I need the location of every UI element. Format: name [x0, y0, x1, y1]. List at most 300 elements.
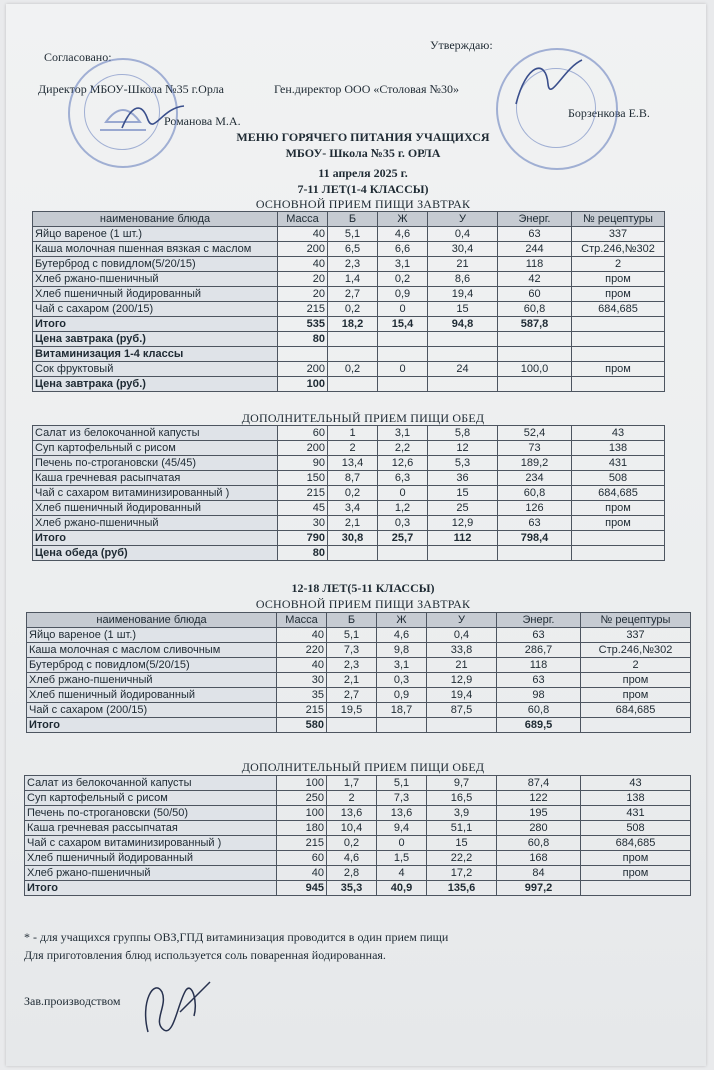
- cell-value: 200: [278, 362, 328, 377]
- dish-name: Хлеб ржано-пшеничный: [27, 673, 277, 688]
- cell-value: 168: [497, 851, 581, 866]
- table-row: [33, 347, 665, 362]
- table-row: [33, 516, 665, 531]
- dish-name: Суп картофельный с рисом: [33, 441, 278, 456]
- cell-value: [278, 347, 328, 362]
- cell-value: 19,4: [427, 688, 497, 703]
- cell-value: 997,2: [497, 881, 581, 896]
- cell-value: 0: [377, 836, 427, 851]
- table-row: [33, 227, 665, 242]
- cell-value: 580: [277, 718, 327, 733]
- cell-value: 18,2: [328, 317, 378, 332]
- cell-value: 0,9: [377, 688, 427, 703]
- cell-value: [378, 377, 428, 392]
- dish-name: Итого: [25, 881, 277, 896]
- dish-name: Печень по-строгановски (45/45): [33, 456, 278, 471]
- cell-value: 16,5: [427, 791, 497, 806]
- cell-value: 4,6: [377, 628, 427, 643]
- cell-value: 2,1: [328, 516, 378, 531]
- table-row: [25, 881, 691, 896]
- cell-value: 43: [581, 776, 691, 791]
- dish-name: Яйцо вареное (1 шт.): [27, 628, 277, 643]
- cell-value: [328, 377, 378, 392]
- cell-value: 244: [498, 242, 572, 257]
- dish-name: Салат из белокочанной капусты: [25, 776, 277, 791]
- menu-document: [6, 4, 706, 1066]
- breakfast-2-heading: ОСНОВНОЙ ПРИЕМ ПИЩИ ЗАВТРАК: [255, 597, 471, 611]
- cell-value: 2,8: [327, 866, 377, 881]
- cell-value: 0: [378, 362, 428, 377]
- cell-value: 3,9: [427, 806, 497, 821]
- cell-value: 10,4: [327, 821, 377, 836]
- cell-value: 52,4: [498, 426, 572, 441]
- cell-value: 6,3: [378, 471, 428, 486]
- dish-name: Хлеб ржано-пшеничный: [33, 272, 278, 287]
- cell-value: 15,4: [378, 317, 428, 332]
- cell-value: 0,3: [378, 516, 428, 531]
- table-row: [25, 821, 691, 836]
- lunch-2-table: [24, 775, 691, 896]
- cell-value: 0,4: [428, 227, 498, 242]
- dish-name: Хлеб пшеничный йодированный: [25, 851, 277, 866]
- gen-director-name: Борзенкова Е.В.: [568, 106, 650, 120]
- table-row: [33, 531, 665, 546]
- cell-value: 43: [572, 426, 665, 441]
- table-row: [33, 486, 665, 501]
- cell-value: 36: [428, 471, 498, 486]
- cell-value: 13,6: [327, 806, 377, 821]
- cell-value: 15: [428, 302, 498, 317]
- cell-value: 1: [328, 426, 378, 441]
- cell-value: 135,6: [427, 881, 497, 896]
- table-row: [33, 302, 665, 317]
- breakfast-1-table: [32, 211, 665, 392]
- cell-value: [498, 377, 572, 392]
- table-row: [33, 287, 665, 302]
- col-b: Б: [328, 212, 378, 227]
- cell-value: 3,1: [378, 426, 428, 441]
- cell-value: 215: [277, 836, 327, 851]
- dish-name: Чай с сахаром витаминизированный ): [25, 836, 277, 851]
- cell-value: [328, 332, 378, 347]
- dish-name: Каша молочная пшенная вязкая с маслом: [33, 242, 278, 257]
- cell-value: 24: [428, 362, 498, 377]
- cell-value: 280: [497, 821, 581, 836]
- cell-value: 19,4: [428, 287, 498, 302]
- table-row: [27, 628, 691, 643]
- cell-value: [327, 718, 377, 733]
- cell-value: 250: [277, 791, 327, 806]
- production-signature: [134, 972, 214, 1042]
- cell-value: 60,8: [498, 486, 572, 501]
- cell-value: 790: [278, 531, 328, 546]
- table-row: [27, 718, 691, 733]
- dish-name: Хлеб пшеничный йодированный: [27, 688, 277, 703]
- dish-name: Бутерброд с повидлом(5/20/15): [27, 658, 277, 673]
- cell-value: 40: [278, 257, 328, 272]
- cell-value: пром: [581, 866, 691, 881]
- cell-value: 2,3: [328, 257, 378, 272]
- cell-value: 13,6: [377, 806, 427, 821]
- menu-date: 11 апреля 2025 г.: [318, 166, 408, 180]
- cell-value: 215: [277, 703, 327, 718]
- cell-value: 0,2: [327, 836, 377, 851]
- cell-value: 0,9: [378, 287, 428, 302]
- table-row: [33, 426, 665, 441]
- cell-value: 587,8: [498, 317, 572, 332]
- cell-value: пром: [581, 851, 691, 866]
- cell-value: 9,8: [377, 643, 427, 658]
- table-row: [33, 441, 665, 456]
- cell-value: 35,3: [327, 881, 377, 896]
- cell-value: 508: [581, 821, 691, 836]
- cell-value: 2: [328, 441, 378, 456]
- cell-value: [498, 332, 572, 347]
- cell-value: 22,2: [427, 851, 497, 866]
- dish-name: Сок фруктовый: [33, 362, 278, 377]
- cell-value: 2,2: [378, 441, 428, 456]
- dish-name: Суп картофельный с рисом: [25, 791, 277, 806]
- cell-value: 684,685: [581, 703, 691, 718]
- cell-value: Стр.246,№302: [572, 242, 665, 257]
- cell-value: 195: [497, 806, 581, 821]
- cell-value: 0: [378, 302, 428, 317]
- gen-director-signature: [506, 54, 586, 110]
- cell-value: [378, 347, 428, 362]
- cell-value: 30: [278, 516, 328, 531]
- table-row: [33, 272, 665, 287]
- col-mass: Масса: [278, 212, 328, 227]
- cell-value: Стр.246,№302: [581, 643, 691, 658]
- col-zh: Ж: [377, 613, 427, 628]
- cell-value: 13,4: [328, 456, 378, 471]
- approve-label: Утверждаю:: [430, 38, 493, 52]
- table-row: [33, 257, 665, 272]
- cell-value: 21: [428, 257, 498, 272]
- cell-value: 337: [581, 628, 691, 643]
- breakfast-2-table: [26, 612, 691, 733]
- table-row: [27, 658, 691, 673]
- cell-value: 12,6: [378, 456, 428, 471]
- cell-value: [377, 718, 427, 733]
- director-name: Романова М.А.: [164, 114, 241, 128]
- cell-value: [572, 546, 665, 561]
- cell-value: 4: [377, 866, 427, 881]
- dish-name: Цена обеда (руб): [33, 546, 278, 561]
- cell-value: 118: [497, 658, 581, 673]
- cell-value: 40: [277, 866, 327, 881]
- cell-value: 87,4: [497, 776, 581, 791]
- cell-value: 84: [497, 866, 581, 881]
- cell-value: 5,1: [328, 227, 378, 242]
- table-row: [33, 317, 665, 332]
- cell-value: 63: [497, 628, 581, 643]
- cell-value: 200: [278, 242, 328, 257]
- cell-value: 25,7: [378, 531, 428, 546]
- cell-value: 8,7: [328, 471, 378, 486]
- cell-value: 684,685: [572, 302, 665, 317]
- cell-value: 0,2: [328, 362, 378, 377]
- cell-value: 42: [498, 272, 572, 287]
- cell-value: 6,6: [378, 242, 428, 257]
- cell-value: 431: [572, 456, 665, 471]
- dish-name: Итого: [33, 531, 278, 546]
- footnote-salt: Для приготовления блюд используется соль поваренная йодированная.: [24, 948, 386, 962]
- cell-value: 112: [428, 531, 498, 546]
- cell-value: 0,2: [328, 302, 378, 317]
- cell-value: 63: [498, 516, 572, 531]
- cell-value: 15: [428, 486, 498, 501]
- cell-value: 945: [277, 881, 327, 896]
- table-row: [25, 866, 691, 881]
- cell-value: 2,7: [327, 688, 377, 703]
- table-row: [27, 703, 691, 718]
- dish-name: Каша гречневая расыпчатая: [33, 471, 278, 486]
- cell-value: [428, 377, 498, 392]
- cell-value: 0,3: [377, 673, 427, 688]
- cell-value: 0,2: [328, 486, 378, 501]
- cell-value: пром: [572, 362, 665, 377]
- col-energy: Энерг.: [497, 613, 581, 628]
- table-row: [27, 643, 691, 658]
- cell-value: 122: [497, 791, 581, 806]
- cell-value: 60,8: [497, 703, 581, 718]
- cell-value: 118: [498, 257, 572, 272]
- cell-value: 2,3: [327, 658, 377, 673]
- cell-value: 60: [498, 287, 572, 302]
- cell-value: 684,685: [572, 486, 665, 501]
- cell-value: 180: [277, 821, 327, 836]
- cell-value: 80: [278, 332, 328, 347]
- table-row: [27, 688, 691, 703]
- cell-value: пром: [581, 673, 691, 688]
- dish-name: Печень по-строгановски (50/50): [25, 806, 277, 821]
- cell-value: пром: [581, 688, 691, 703]
- col-b: Б: [327, 613, 377, 628]
- cell-value: 9,4: [377, 821, 427, 836]
- cell-value: 80: [278, 546, 328, 561]
- table-row: [33, 242, 665, 257]
- cell-value: 30,8: [328, 531, 378, 546]
- cell-value: 4,6: [378, 227, 428, 242]
- table-row: [33, 377, 665, 392]
- cell-value: [428, 332, 498, 347]
- dish-name: Хлеб пшеничный йодированный: [33, 501, 278, 516]
- cell-value: 33,8: [427, 643, 497, 658]
- cell-value: 63: [497, 673, 581, 688]
- lunch-2-heading: ДОПОЛНИТЕЛЬНЫЙ ПРИЕМ ПИЩИ ОБЕД: [241, 760, 485, 774]
- footnote-vitaminization: * - для учащихся группы ОВЗ,ГПД витаминизация проводится в один прием пищи: [24, 930, 449, 944]
- cell-value: 0,4: [427, 628, 497, 643]
- cell-value: 100,0: [498, 362, 572, 377]
- cell-value: [378, 332, 428, 347]
- cell-value: пром: [572, 501, 665, 516]
- cell-value: [328, 546, 378, 561]
- director-title: Директор МБОУ-Школа №35 г.Орла: [38, 82, 224, 96]
- cell-value: 94,8: [428, 317, 498, 332]
- cell-value: 1,4: [328, 272, 378, 287]
- cell-value: 431: [581, 806, 691, 821]
- cell-value: 3,1: [378, 257, 428, 272]
- dish-name: Цена завтрака (руб.): [33, 377, 278, 392]
- age-group-1: 7-11 ЛЕТ(1-4 КЛАССЫ): [297, 182, 429, 196]
- table-row: [33, 332, 665, 347]
- cell-value: 20: [278, 272, 328, 287]
- cell-value: 18,7: [377, 703, 427, 718]
- cell-value: [498, 546, 572, 561]
- cell-value: пром: [572, 287, 665, 302]
- production-label: Зав.производством: [24, 994, 121, 1008]
- cell-value: 234: [498, 471, 572, 486]
- table-row: [25, 851, 691, 866]
- col-recipe: № рецептуры: [581, 613, 691, 628]
- cell-value: 40: [278, 227, 328, 242]
- cell-value: 215: [278, 486, 328, 501]
- cell-value: 5,1: [327, 628, 377, 643]
- dish-name: Чай с сахаром витаминизированный ): [33, 486, 278, 501]
- cell-value: 98: [497, 688, 581, 703]
- cell-value: 19,5: [327, 703, 377, 718]
- cell-value: 126: [498, 501, 572, 516]
- cell-value: [572, 347, 665, 362]
- table-row: [25, 806, 691, 821]
- cell-value: 87,5: [427, 703, 497, 718]
- cell-value: 100: [278, 377, 328, 392]
- dish-name: Цена завтрака (руб.): [33, 332, 278, 347]
- table-row: [33, 546, 665, 561]
- dish-name: Витаминизация 1-4 классы: [33, 347, 278, 362]
- gen-director-title: Ген.директор ООО «Столовая №30»: [274, 82, 459, 96]
- cell-value: 138: [581, 791, 691, 806]
- cell-value: 689,5: [497, 718, 581, 733]
- cell-value: 40: [277, 658, 327, 673]
- cell-value: 21: [427, 658, 497, 673]
- dish-name: Хлеб ржано-пшеничный: [33, 516, 278, 531]
- dish-name: Бутерброд с повидлом(5/20/15): [33, 257, 278, 272]
- dish-name: Хлеб пшеничный йодированный: [33, 287, 278, 302]
- cell-value: 63: [498, 227, 572, 242]
- cell-value: 798,4: [498, 531, 572, 546]
- cell-value: 5,8: [428, 426, 498, 441]
- cell-value: 508: [572, 471, 665, 486]
- cell-value: 1,2: [378, 501, 428, 516]
- col-name: наименование блюда: [33, 212, 278, 227]
- cell-value: [427, 718, 497, 733]
- cell-value: [572, 332, 665, 347]
- dish-name: Яйцо вареное (1 шт.): [33, 227, 278, 242]
- cell-value: 1,7: [327, 776, 377, 791]
- table-row: [27, 673, 691, 688]
- dish-name: Чай с сахаром (200/15): [27, 703, 277, 718]
- col-u: У: [428, 212, 498, 227]
- cell-value: 7,3: [327, 643, 377, 658]
- cell-value: [498, 347, 572, 362]
- table-row: [33, 456, 665, 471]
- cell-value: 60,8: [497, 836, 581, 851]
- cell-value: 90: [278, 456, 328, 471]
- col-u: У: [427, 613, 497, 628]
- cell-value: 286,7: [497, 643, 581, 658]
- cell-value: 189,2: [498, 456, 572, 471]
- cell-value: 2: [327, 791, 377, 806]
- agreed-label: Согласовано:: [44, 50, 112, 64]
- cell-value: 20: [278, 287, 328, 302]
- cell-value: [428, 546, 498, 561]
- cell-value: 12: [428, 441, 498, 456]
- cell-value: 684,685: [581, 836, 691, 851]
- cell-value: [572, 317, 665, 332]
- cell-value: 2,7: [328, 287, 378, 302]
- cell-value: 35: [277, 688, 327, 703]
- cell-value: 0: [378, 486, 428, 501]
- table-row: [33, 471, 665, 486]
- cell-value: 9,7: [427, 776, 497, 791]
- cell-value: 40,9: [377, 881, 427, 896]
- col-zh: Ж: [378, 212, 428, 227]
- cell-value: 138: [572, 441, 665, 456]
- cell-value: 215: [278, 302, 328, 317]
- cell-value: 40: [277, 628, 327, 643]
- lunch-1-table: [32, 425, 665, 561]
- cell-value: 51,1: [427, 821, 497, 836]
- dish-name: Итого: [33, 317, 278, 332]
- cell-value: 15: [427, 836, 497, 851]
- cell-value: 100: [277, 806, 327, 821]
- cell-value: 5,1: [377, 776, 427, 791]
- cell-value: 2,1: [327, 673, 377, 688]
- cell-value: 12,9: [427, 673, 497, 688]
- cell-value: 535: [278, 317, 328, 332]
- col-mass: Масса: [277, 613, 327, 628]
- cell-value: 30,4: [428, 242, 498, 257]
- cell-value: 8,6: [428, 272, 498, 287]
- dish-name: Каша молочная с маслом сливочным: [27, 643, 277, 658]
- dish-name: Хлеб ржано-пшеничный: [25, 866, 277, 881]
- table-row: [25, 776, 691, 791]
- dish-name: Салат из белокочанной капусты: [33, 426, 278, 441]
- table-row: [33, 501, 665, 516]
- cell-value: 7,3: [377, 791, 427, 806]
- cell-value: [428, 347, 498, 362]
- school-title: МБОУ- Школа №35 г. ОРЛА: [285, 146, 441, 160]
- cell-value: 60: [278, 426, 328, 441]
- cell-value: [572, 377, 665, 392]
- cell-value: пром: [572, 516, 665, 531]
- cell-value: 4,6: [327, 851, 377, 866]
- cell-value: [378, 546, 428, 561]
- cell-value: 1,5: [377, 851, 427, 866]
- dish-name: Чай с сахаром (200/15): [33, 302, 278, 317]
- dish-name: Каша гречневая рассыпчатая: [25, 821, 277, 836]
- cell-value: 60,8: [498, 302, 572, 317]
- lunch-1-heading: ДОПОЛНИТЕЛЬНЫЙ ПРИЕМ ПИЩИ ОБЕД: [241, 411, 485, 425]
- cell-value: 17,2: [427, 866, 497, 881]
- table-row: [25, 791, 691, 806]
- dish-name: Итого: [27, 718, 277, 733]
- cell-value: 337: [572, 227, 665, 242]
- cell-value: 3,4: [328, 501, 378, 516]
- cell-value: 5,3: [428, 456, 498, 471]
- col-name: наименование блюда: [27, 613, 277, 628]
- cell-value: [572, 531, 665, 546]
- menu-title: МЕНЮ ГОРЯЧЕГО ПИТАНИЯ УЧАЩИХСЯ: [236, 130, 490, 144]
- cell-value: 2: [581, 658, 691, 673]
- cell-value: 3,1: [377, 658, 427, 673]
- cell-value: [581, 881, 691, 896]
- cell-value: [581, 718, 691, 733]
- cell-value: 0,2: [378, 272, 428, 287]
- col-recipe: № рецептуры: [572, 212, 665, 227]
